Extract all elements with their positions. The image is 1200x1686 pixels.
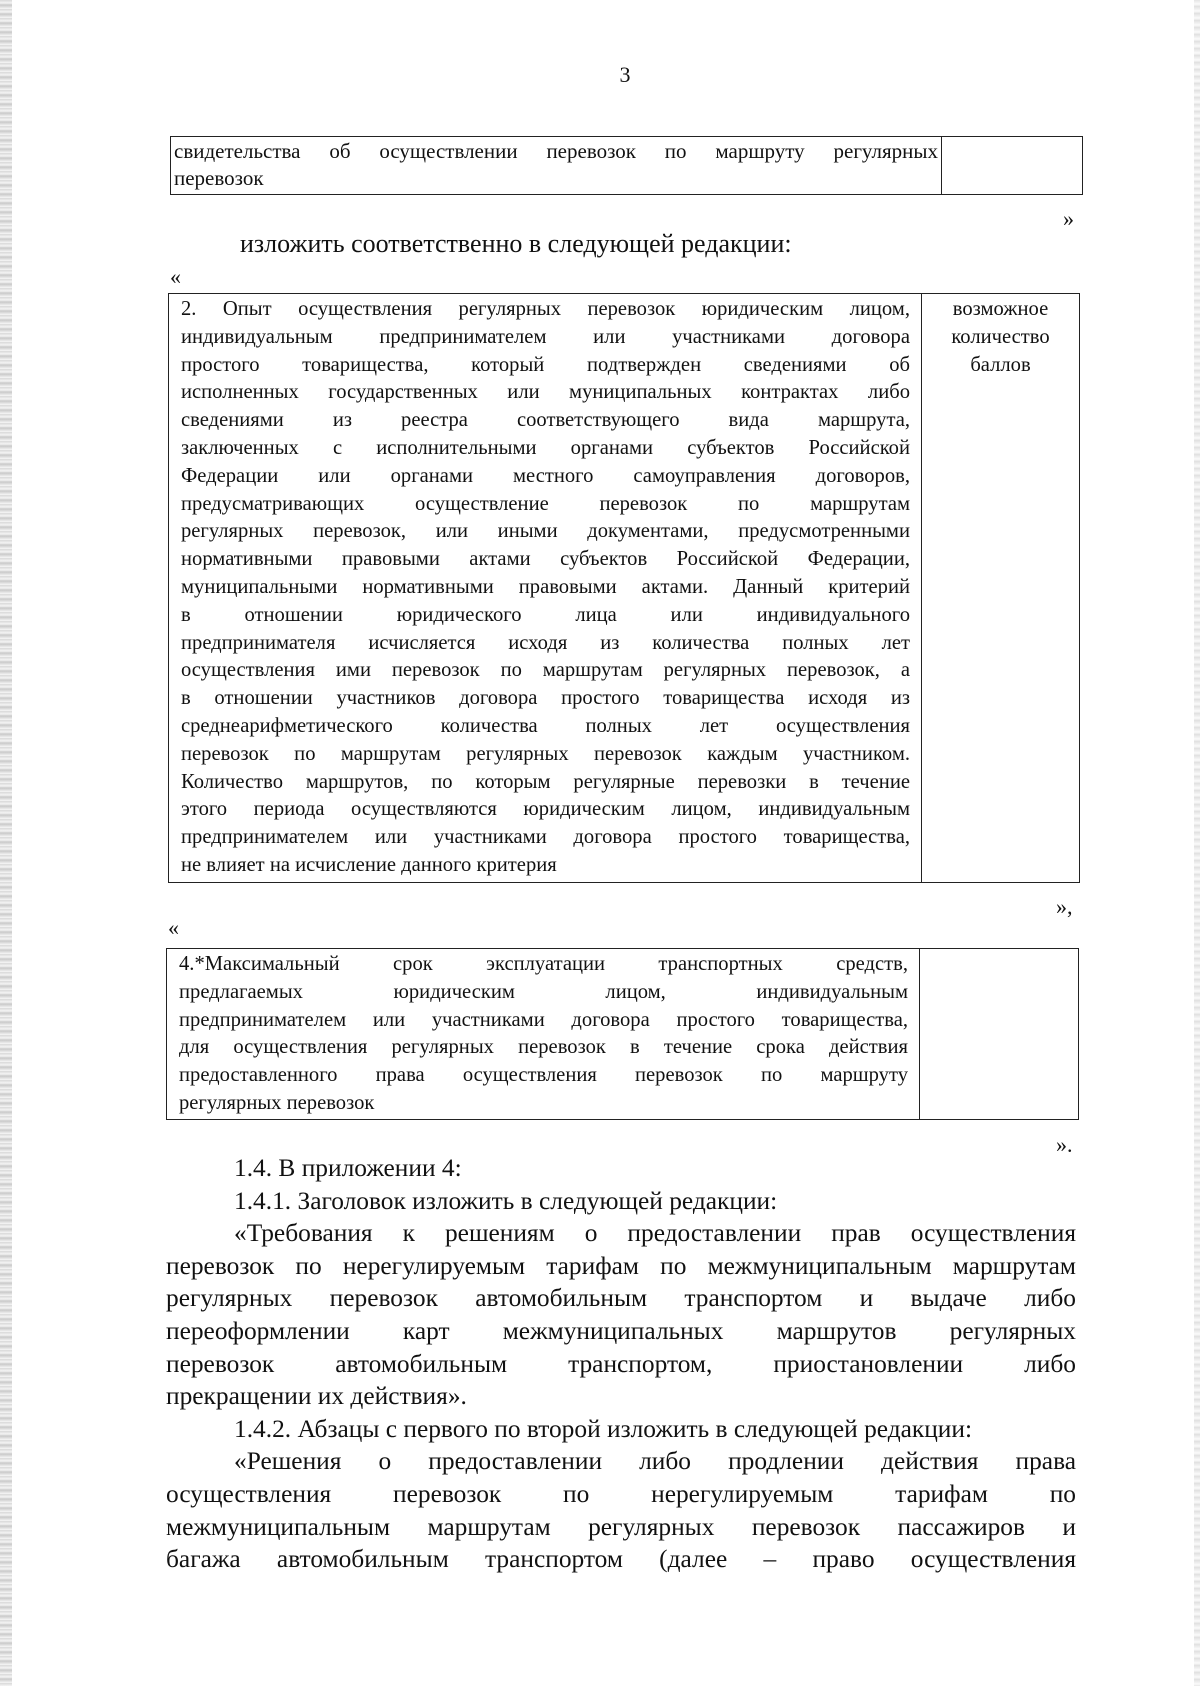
text-line: нормативными правовыми актами субъектов Российской Федерации, (181, 548, 910, 571)
paragraph-line: перевозок по нерегулируемым тарифам по межмуниципальным маршрутам (166, 1251, 1076, 1280)
closing-quote-period: ». (1056, 1132, 1073, 1157)
paragraph-1-4 (166, 1152, 1076, 1576)
page-number: 3 (619, 62, 631, 87)
text-line: предлагаемых юридическим лицом, индивидуальным (179, 980, 908, 1003)
text-line: регулярных перевозок (179, 1091, 375, 1114)
text-line: этого периода осуществляются юридическим лицом, индивидуальным (181, 798, 910, 821)
criterion-2-points-cell (922, 294, 1080, 883)
paragraph-text: 1.4.1. Заголовок изложить в следующей редакции: (234, 1186, 778, 1215)
text-line: простого товарищества, который подтвержден сведениями об (181, 353, 910, 376)
text-line: Федерации или органами местного самоуправления договоров, (181, 464, 910, 487)
paragraph-line: регулярных перевозок автомобильным транспортом и выдаче либо (166, 1284, 1076, 1313)
text-line: не влияет на исчисление данного критерия (181, 853, 557, 876)
text-line: исполненных государственных или муниципальных контрактах либо (181, 381, 910, 404)
text-line: Количество маршрутов, по которым регулярные перевозки в течение (181, 770, 910, 793)
text-line: перевозок (174, 166, 264, 190)
text-line: предусматривающих осуществление перевозок по маршрутам (181, 492, 910, 515)
criterion-4-text-cell (167, 949, 920, 1120)
text-line: предпринимателем или участниками договора простого товарищества, (181, 826, 910, 849)
table-continuation (170, 136, 1083, 195)
text-line: для осуществления регулярных перевозок в течение срока действия (179, 1036, 908, 1059)
paragraph-line: «Требования к решениям о предоставлении прав осуществления (234, 1219, 1076, 1248)
text-line: осуществления ими перевозок по маршрутам регулярных перевозок, а (181, 659, 910, 682)
text-line: среднеарифметического количества полных лет осуществления (181, 714, 910, 737)
paragraph-line: переоформлении карт межмуниципальных маршрутов регулярных (166, 1316, 1076, 1345)
points-line: количество (951, 325, 1050, 348)
text-line: регулярных перевозок, или иными документами, предусмотренными (181, 520, 910, 543)
scan-edge-left (0, 0, 12, 1686)
text-line: 2. Опыт осуществления регулярных перевозок юридическим лицом, (181, 298, 910, 320)
paragraph-line: перевозок автомобильным транспортом, приостановлении либо (166, 1349, 1076, 1378)
text-line: предоставленного права осуществления перевозок по маршруту (179, 1064, 908, 1087)
text-line: в отношении юридического лица или индивидуального (181, 603, 910, 626)
points-line: возможное (952, 298, 1049, 320)
paragraph-text: 1.4. В приложении 4: (234, 1154, 462, 1182)
paragraph-line: прекращении их действия». (166, 1382, 467, 1411)
opening-quote: « (168, 915, 179, 940)
table-continuation-text-cell (171, 137, 942, 195)
instruction-text: изложить соответственно в следующей редакции: (240, 229, 792, 258)
text-line: индивидуальным предпринимателем или участниками договора (181, 325, 910, 348)
text-line: предпринимателем или участниками договора простого товарищества, (179, 1008, 908, 1031)
paragraph-line: «Решения о предоставлении либо продлении действия права (234, 1447, 1076, 1476)
text-line: свидетельства об осуществлении перевозок по маршруту регулярных (174, 139, 938, 163)
table-continuation-points-cell (942, 137, 1083, 195)
closing-quote: » (1063, 206, 1074, 231)
closing-quote-comma: », (1056, 894, 1073, 919)
criterion-2-text-cell (169, 294, 922, 883)
text-line: перевозок по маршрутам регулярных перевозок каждым участником. (181, 742, 910, 765)
text-line: сведениями из реестра соответствующего вида маршрута, (181, 409, 910, 432)
scan-edge-right (1194, 0, 1200, 1686)
text-line: предпринимателя исчисляется исходя из количества полных лет (181, 631, 910, 654)
paragraph-line: межмуниципальным маршрутам регулярных перевозок пассажиров и (166, 1512, 1076, 1541)
text-line: 4.*Максимальный срок эксплуатации транспортных средств, (179, 953, 908, 975)
paragraph-text: 1.4.2. Абзацы с первого по второй изложить в следующей редакции: (234, 1414, 973, 1443)
text-line: в отношении участников договора простого товарищества исходя из (181, 687, 910, 710)
paragraph-line: осуществления перевозок по нерегулируемым тарифам по (166, 1479, 1076, 1508)
points-line: баллов (970, 353, 1031, 376)
paragraph-line: багажа автомобильным транспортом (далее – право осуществления (166, 1545, 1076, 1574)
text-line: муниципальными нормативными правовыми актами. Данный критерий (181, 575, 910, 598)
text-line: заключенных с исполнительными органами субъектов Российской (181, 436, 910, 459)
table-criterion-4 (166, 948, 1079, 1120)
table-criterion-2 (168, 293, 1080, 883)
opening-quote: « (170, 264, 181, 289)
criterion-4-points-cell (920, 949, 1079, 1120)
